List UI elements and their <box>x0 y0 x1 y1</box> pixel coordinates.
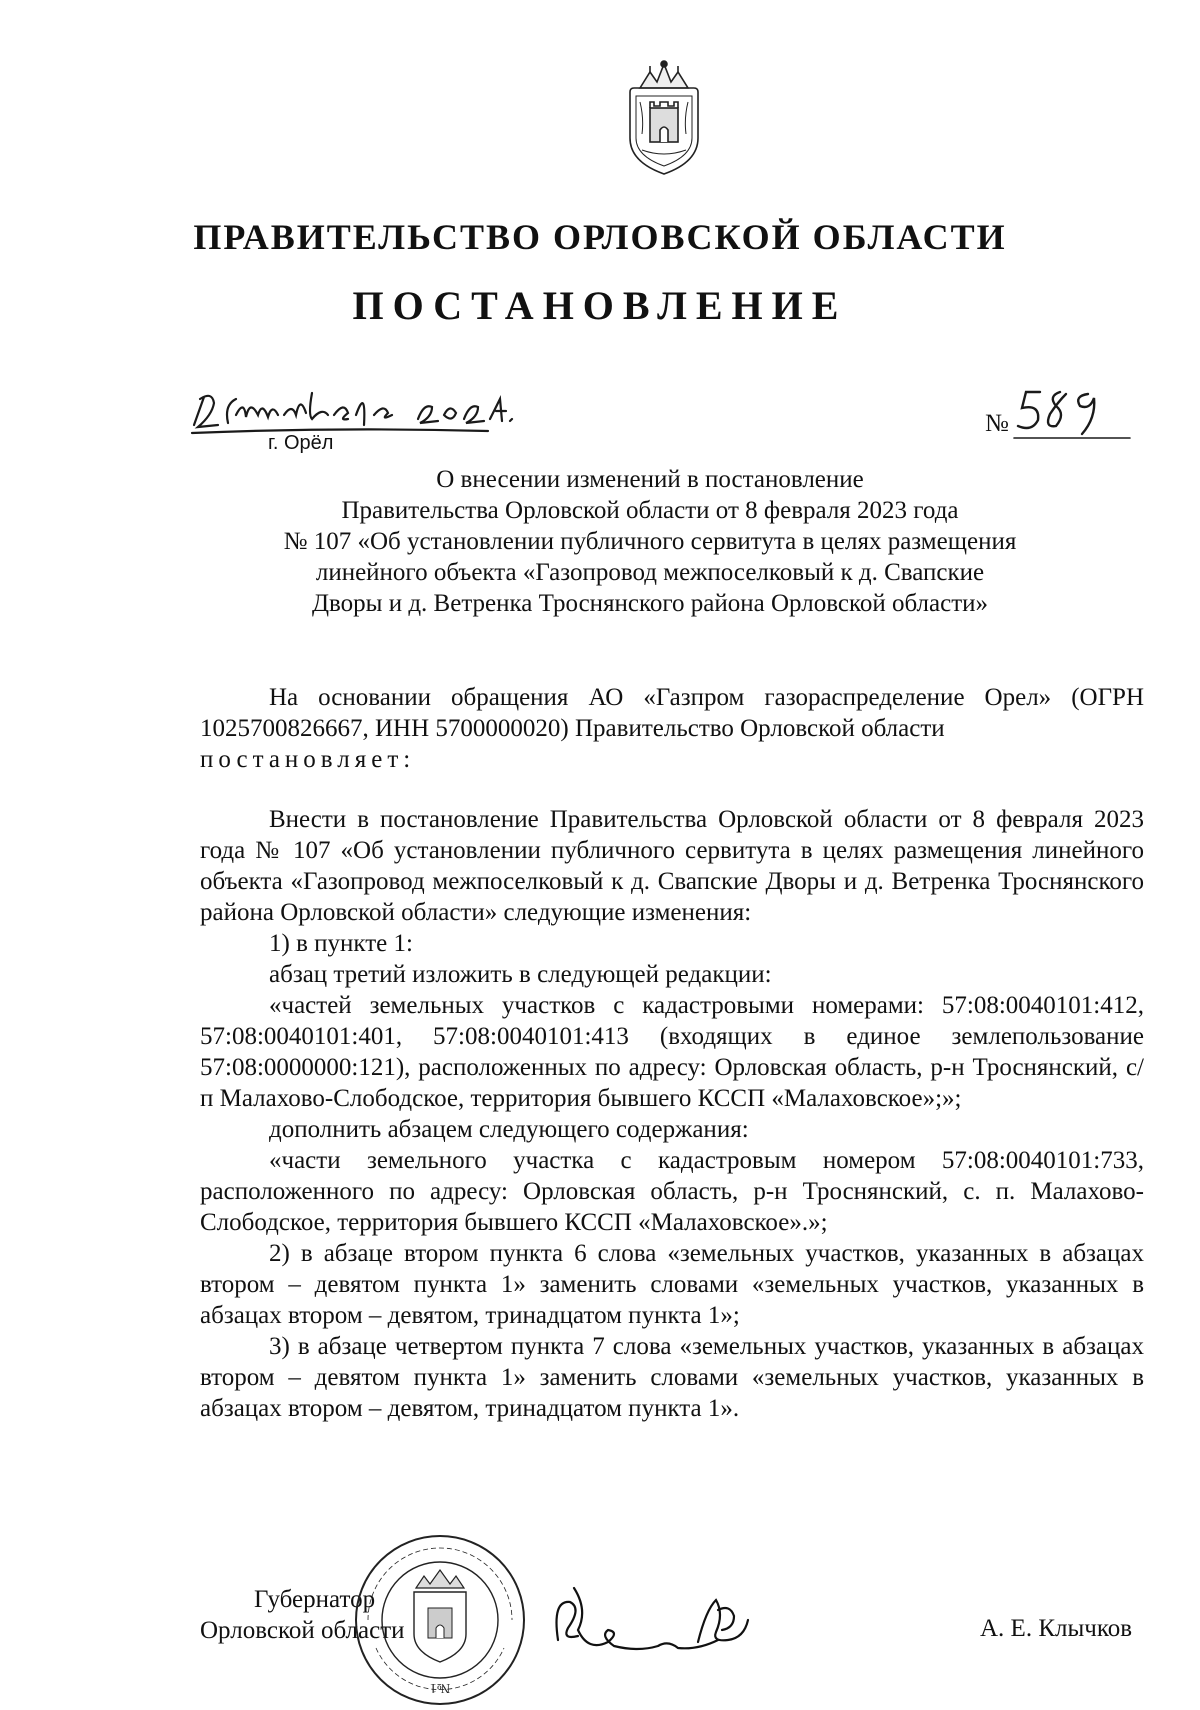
title-line: № 107 «Об установлении публичного сервитута в целях размещения <box>283 528 1017 555</box>
city-label: г. Орёл <box>268 432 334 454</box>
official-seal <box>350 1530 530 1710</box>
title-line: линейного объекта «Газопровод межпоселковый к д. Свапские <box>315 559 985 586</box>
item-1: 1) в пункте 1: <box>269 930 413 957</box>
signatory-name: А. Е. Клычков <box>980 1615 1133 1642</box>
handwritten-signature <box>548 1580 758 1670</box>
preamble <box>200 682 1144 775</box>
document-type: ПОСТАНОВЛЕНИЕ <box>352 283 848 328</box>
intro-paragraph: Внести в постановление Правительства Орловской области от 8 февраля 2023 года № 107 «Об установлении публичного сервитута в целях размещения линейного объекта «Газопровод межпоселковый к д. Свапские Дворы и д. Ветренка Троснянского района Орловской области» следующие изменения: <box>200 806 1144 926</box>
item-2: 2) в абзаце втором пункта 6 слова «земельных участков, указанных в абзацах втором – девятом пункта 1» заменить словами «земельных участков, указанных в абзацах втором – девятом, тринадцатом пункта 1»; <box>200 1240 1144 1329</box>
organization-name: ПРАВИТЕЛЬСТВО ОРЛОВСКОЙ ОБЛАСТИ <box>193 217 1007 257</box>
document-title <box>200 464 1100 619</box>
handwritten-number <box>1010 384 1132 442</box>
svg-text:№1: №1 <box>429 1680 451 1695</box>
position-line-2: Орловской области <box>200 1617 405 1644</box>
item-1-b-text: «части земельного участка с кадастровым номером 57:08:0040101:733, расположенного по адресу: Орловская область, р-н Троснянский, с. п. Малахово-Слободское, территория бывшего КССП «Малаховское».»; <box>200 1147 1144 1236</box>
item-3: 3) в абзаце четвертом пункта 7 слова «земельных участков, указанных в абзацах втором – девятом пункта 1» заменить словами «земельных участков, указанных в абзацах втором – девятом, тринадцатом пункта 1». <box>200 1333 1144 1422</box>
preamble-text: На основании обращения АО «Газпром газораспределение Орел» (ОГРН 1025700826667, ИНН 5700000020) Правительство Орловской области <box>200 684 1144 742</box>
title-line: Дворы и д. Ветренка Троснянского района Орловской области» <box>311 590 989 617</box>
handwritten-date <box>188 385 528 443</box>
item-1-b: дополнить абзацем следующего содержания: <box>269 1116 749 1143</box>
item-1-a-text: «частей земельных участков с кадастровыми номерами: 57:08:0040101:412, 57:08:0040101:401, 57:08:0040101:413 (входящих в единое землепользование 57:08:0000000:121), расположенных по адресу: Орловская область, р-н Троснянский, с/п Малахово-Слободское, территория бывшего КССП «Малаховское»;»; <box>200 992 1144 1112</box>
item-1-a: абзац третий изложить в следующей редакции: <box>269 961 772 988</box>
resolution-body <box>200 804 1144 1424</box>
coat-of-arms-emblem <box>620 58 708 178</box>
resolves-word: постановляет: <box>200 746 416 773</box>
position-line-1: Губернатор <box>254 1586 376 1613</box>
title-line: Правительства Орловской области от 8 февраля 2023 года <box>341 497 959 524</box>
title-line: О внесении изменений в постановление <box>436 466 864 493</box>
number-label: № <box>985 410 1009 437</box>
